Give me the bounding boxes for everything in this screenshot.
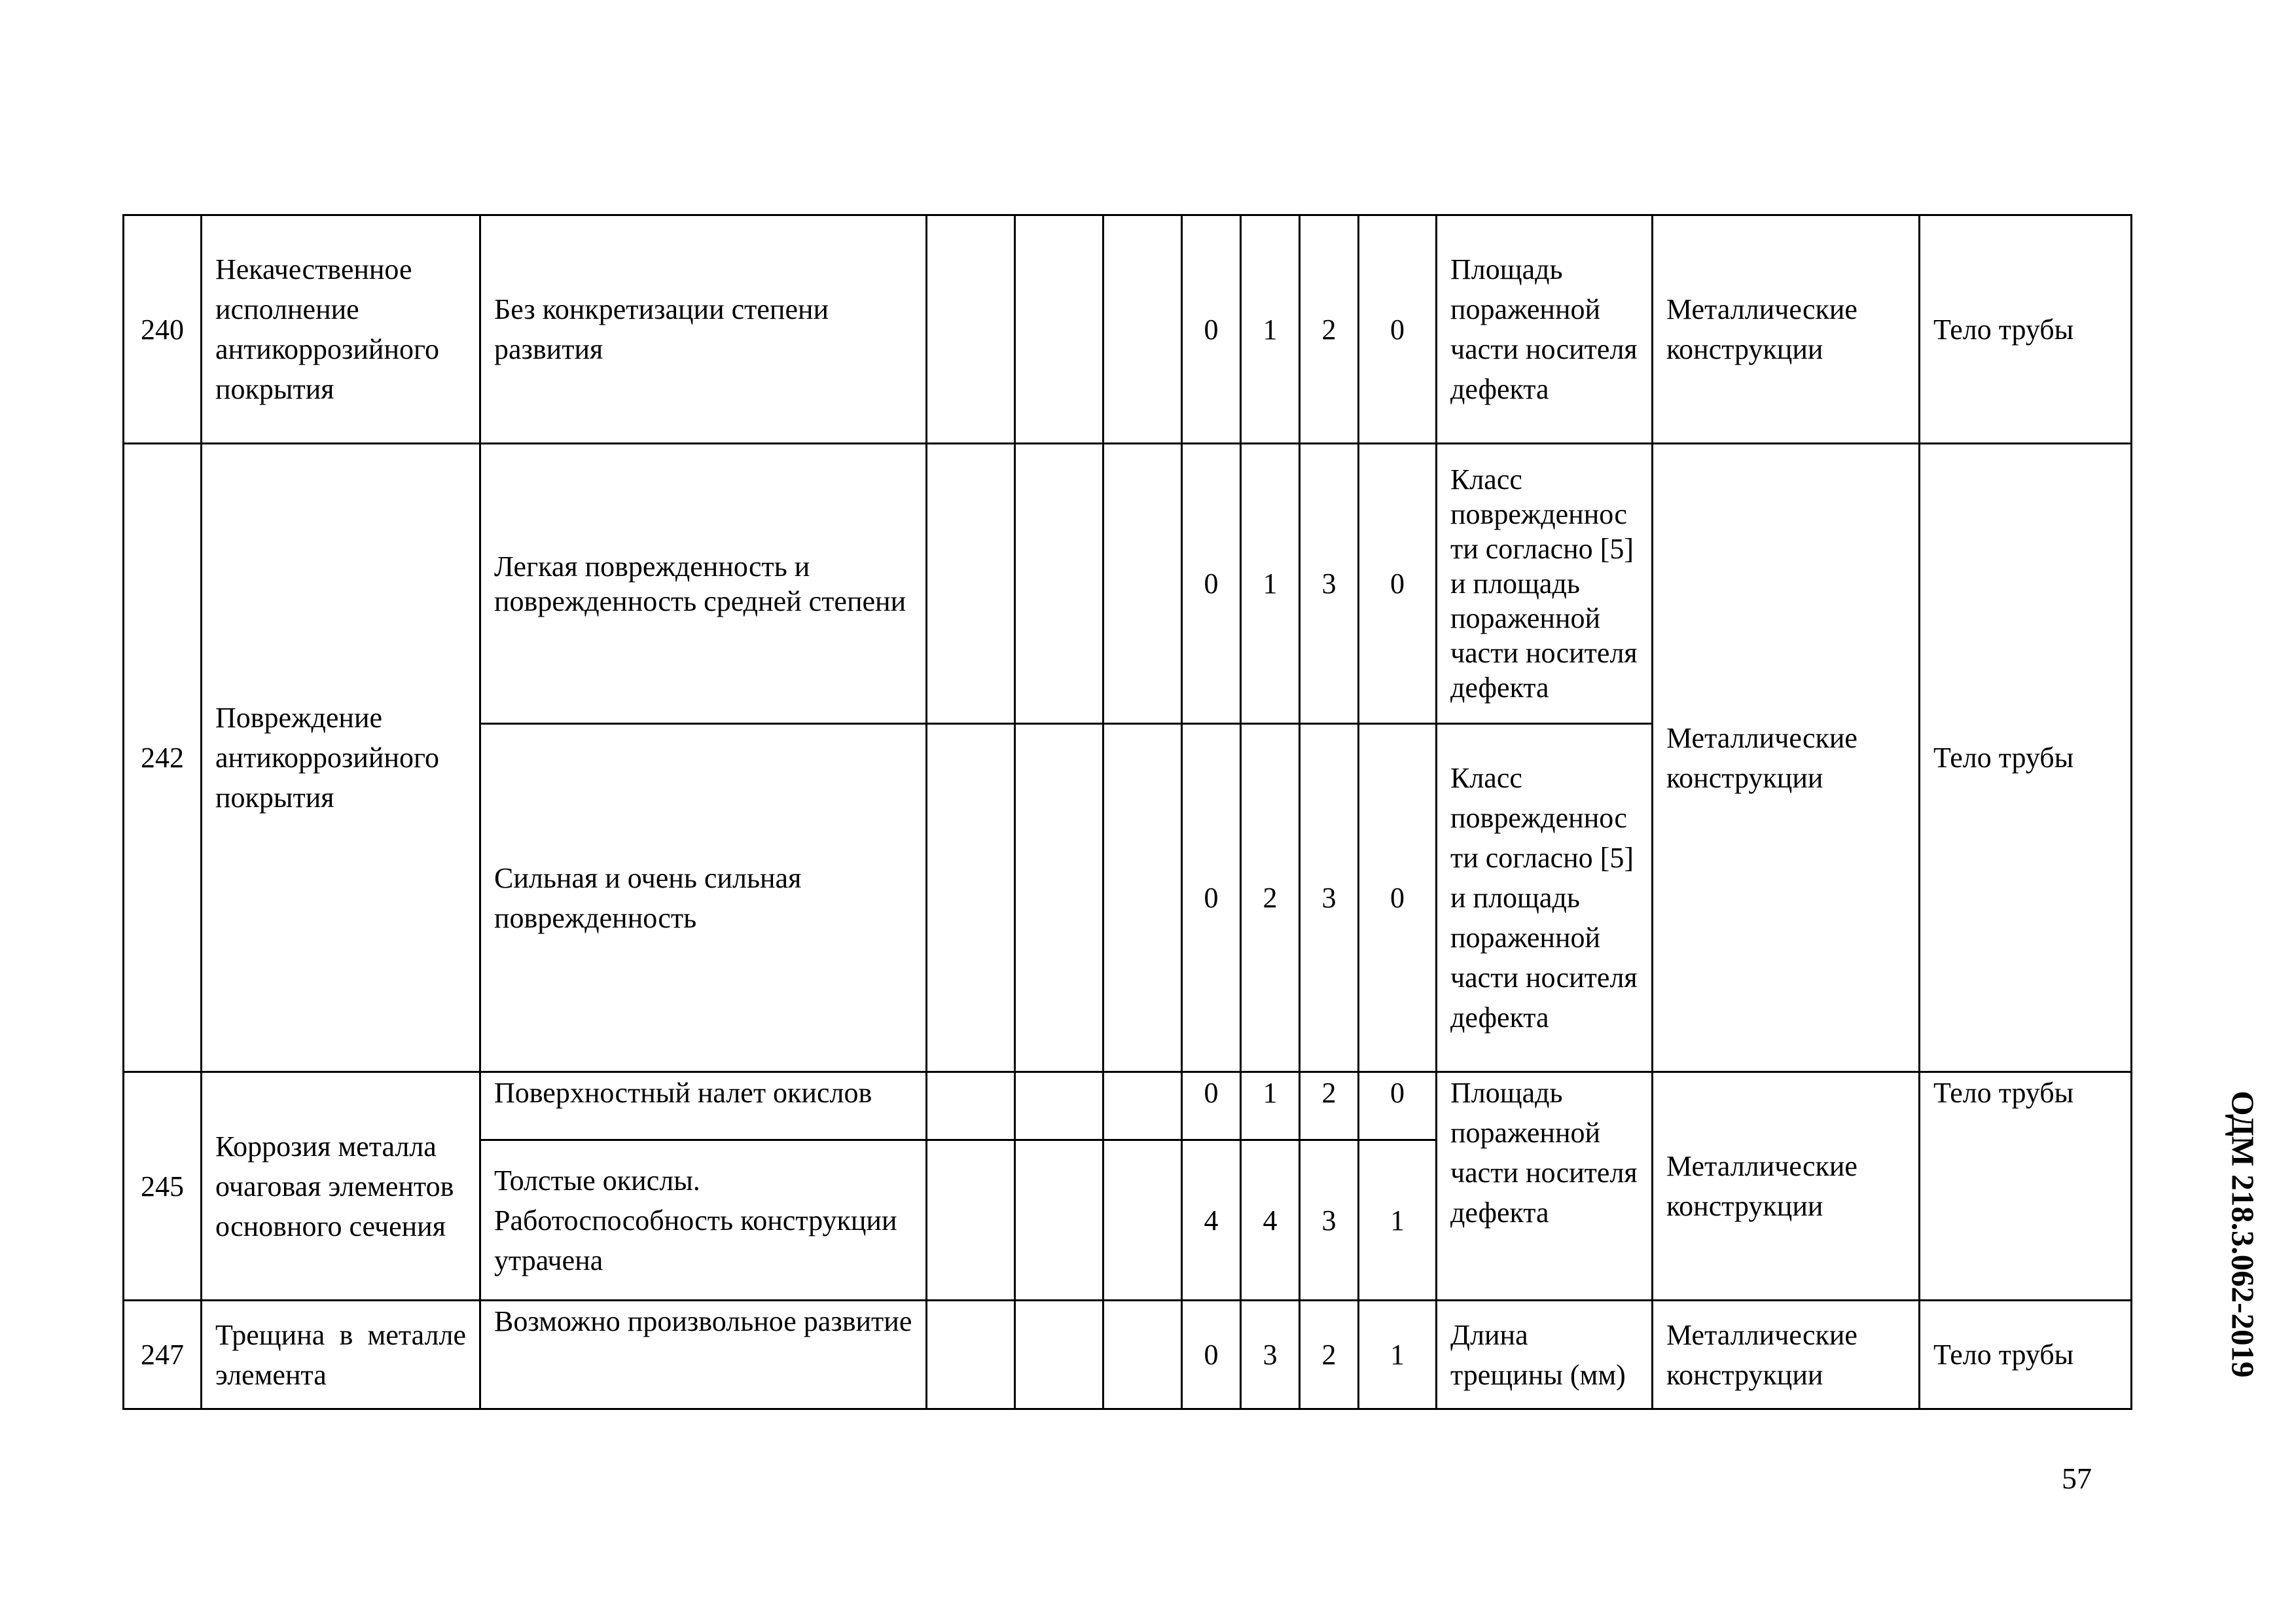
table-row [124, 1301, 2132, 1409]
score-cell: 2 [1241, 724, 1300, 1072]
score-cell: 0 [1359, 444, 1437, 724]
empty-cell [1103, 1140, 1182, 1301]
defect-number: 247 [124, 1301, 202, 1409]
empty-cell [1015, 444, 1103, 724]
defect-description: Возможно произвольное развитие [480, 1301, 927, 1409]
empty-cell [1103, 215, 1182, 444]
defect-name: Повреждение антикоррозийного покрытия [202, 444, 480, 1072]
score-cell: 4 [1241, 1140, 1300, 1301]
material-cell: Металлические конструкции [1653, 215, 1920, 444]
element-cell: Тело трубы [1920, 215, 2132, 444]
defect-name: Некачественное исполнение антикоррозийного покрытия [202, 215, 480, 444]
empty-cell [1103, 444, 1182, 724]
defect-description: Легкая поврежденность и поврежденность средней степени [480, 444, 927, 724]
defect-name: Трещина в металле элемента [202, 1301, 480, 1409]
empty-cell [1103, 724, 1182, 1072]
score-cell: 2 [1300, 215, 1359, 444]
score-cell: 0 [1182, 215, 1241, 444]
score-cell: 1 [1241, 215, 1300, 444]
material-cell: Металлические конструкции [1653, 1301, 1920, 1409]
score-cell: 0 [1359, 215, 1437, 444]
score-cell: 3 [1300, 444, 1359, 724]
document-code-text: ОДМ 218.3.062-2019 [2225, 1090, 2262, 1378]
measure-cell: Площадь пораженной части носителя дефекта [1437, 1072, 1653, 1301]
page-number: 57 [2062, 1462, 2092, 1495]
defect-description: Толстые окислы. Работоспособность конструкции утрачена [480, 1140, 927, 1301]
empty-cell [1103, 1072, 1182, 1140]
material-cell: Металлические конструкции [1653, 1072, 1920, 1301]
table-row [124, 215, 2132, 444]
material-cell: Металлические конструкции [1653, 444, 1920, 1072]
element-cell: Тело трубы [1920, 1301, 2132, 1409]
element-cell: Тело трубы [1920, 444, 2132, 1072]
score-cell: 2 [1300, 1301, 1359, 1409]
measure-cell: Длина трещины (мм) [1437, 1301, 1653, 1409]
empty-cell [1015, 724, 1103, 1072]
element-cell: Тело трубы [1920, 1072, 2132, 1301]
defects-table [122, 214, 2132, 1410]
score-cell: 3 [1300, 724, 1359, 1072]
score-cell: 2 [1300, 1072, 1359, 1140]
empty-cell [1015, 1301, 1103, 1409]
score-cell: 4 [1182, 1140, 1241, 1301]
table-row [124, 1072, 2132, 1140]
document-code [2225, 1060, 2262, 1407]
score-cell: 0 [1359, 1072, 1437, 1140]
defect-number: 240 [124, 215, 202, 444]
table-row [124, 444, 2132, 724]
empty-cell [1015, 1140, 1103, 1301]
defect-description: Сильная и очень сильная поврежденность [480, 724, 927, 1072]
empty-cell [1103, 1301, 1182, 1409]
measure-cell: Класс поврежденнос ти согласно [5] и площадь пораженной части носителя дефекта [1437, 444, 1653, 724]
measure-cell: Класс поврежденнос ти согласно [5] и площадь пораженной части носителя дефекта [1437, 724, 1653, 1072]
score-cell: 0 [1182, 444, 1241, 724]
defect-description: Поверхностный налет окислов [480, 1072, 927, 1140]
score-cell: 0 [1182, 1072, 1241, 1140]
score-cell: 1 [1359, 1301, 1437, 1409]
empty-cell [927, 1301, 1015, 1409]
defect-name: Коррозия металла очаговая элементов основного сечения [202, 1072, 480, 1301]
empty-cell [1015, 215, 1103, 444]
empty-cell [1015, 1072, 1103, 1140]
empty-cell [927, 444, 1015, 724]
score-cell: 0 [1182, 724, 1241, 1072]
score-cell: 1 [1359, 1140, 1437, 1301]
empty-cell [927, 1072, 1015, 1140]
score-cell: 1 [1241, 444, 1300, 724]
defect-description: Без конкретизации степени развития [480, 215, 927, 444]
score-cell: 0 [1359, 724, 1437, 1072]
score-cell: 3 [1241, 1301, 1300, 1409]
score-cell: 1 [1241, 1072, 1300, 1140]
empty-cell [927, 1140, 1015, 1301]
empty-cell [927, 724, 1015, 1072]
empty-cell [927, 215, 1015, 444]
defect-number: 245 [124, 1072, 202, 1301]
score-cell: 3 [1300, 1140, 1359, 1301]
score-cell: 0 [1182, 1301, 1241, 1409]
measure-cell: Площадь пораженной части носителя дефекта [1437, 215, 1653, 444]
defect-number: 242 [124, 444, 202, 1072]
